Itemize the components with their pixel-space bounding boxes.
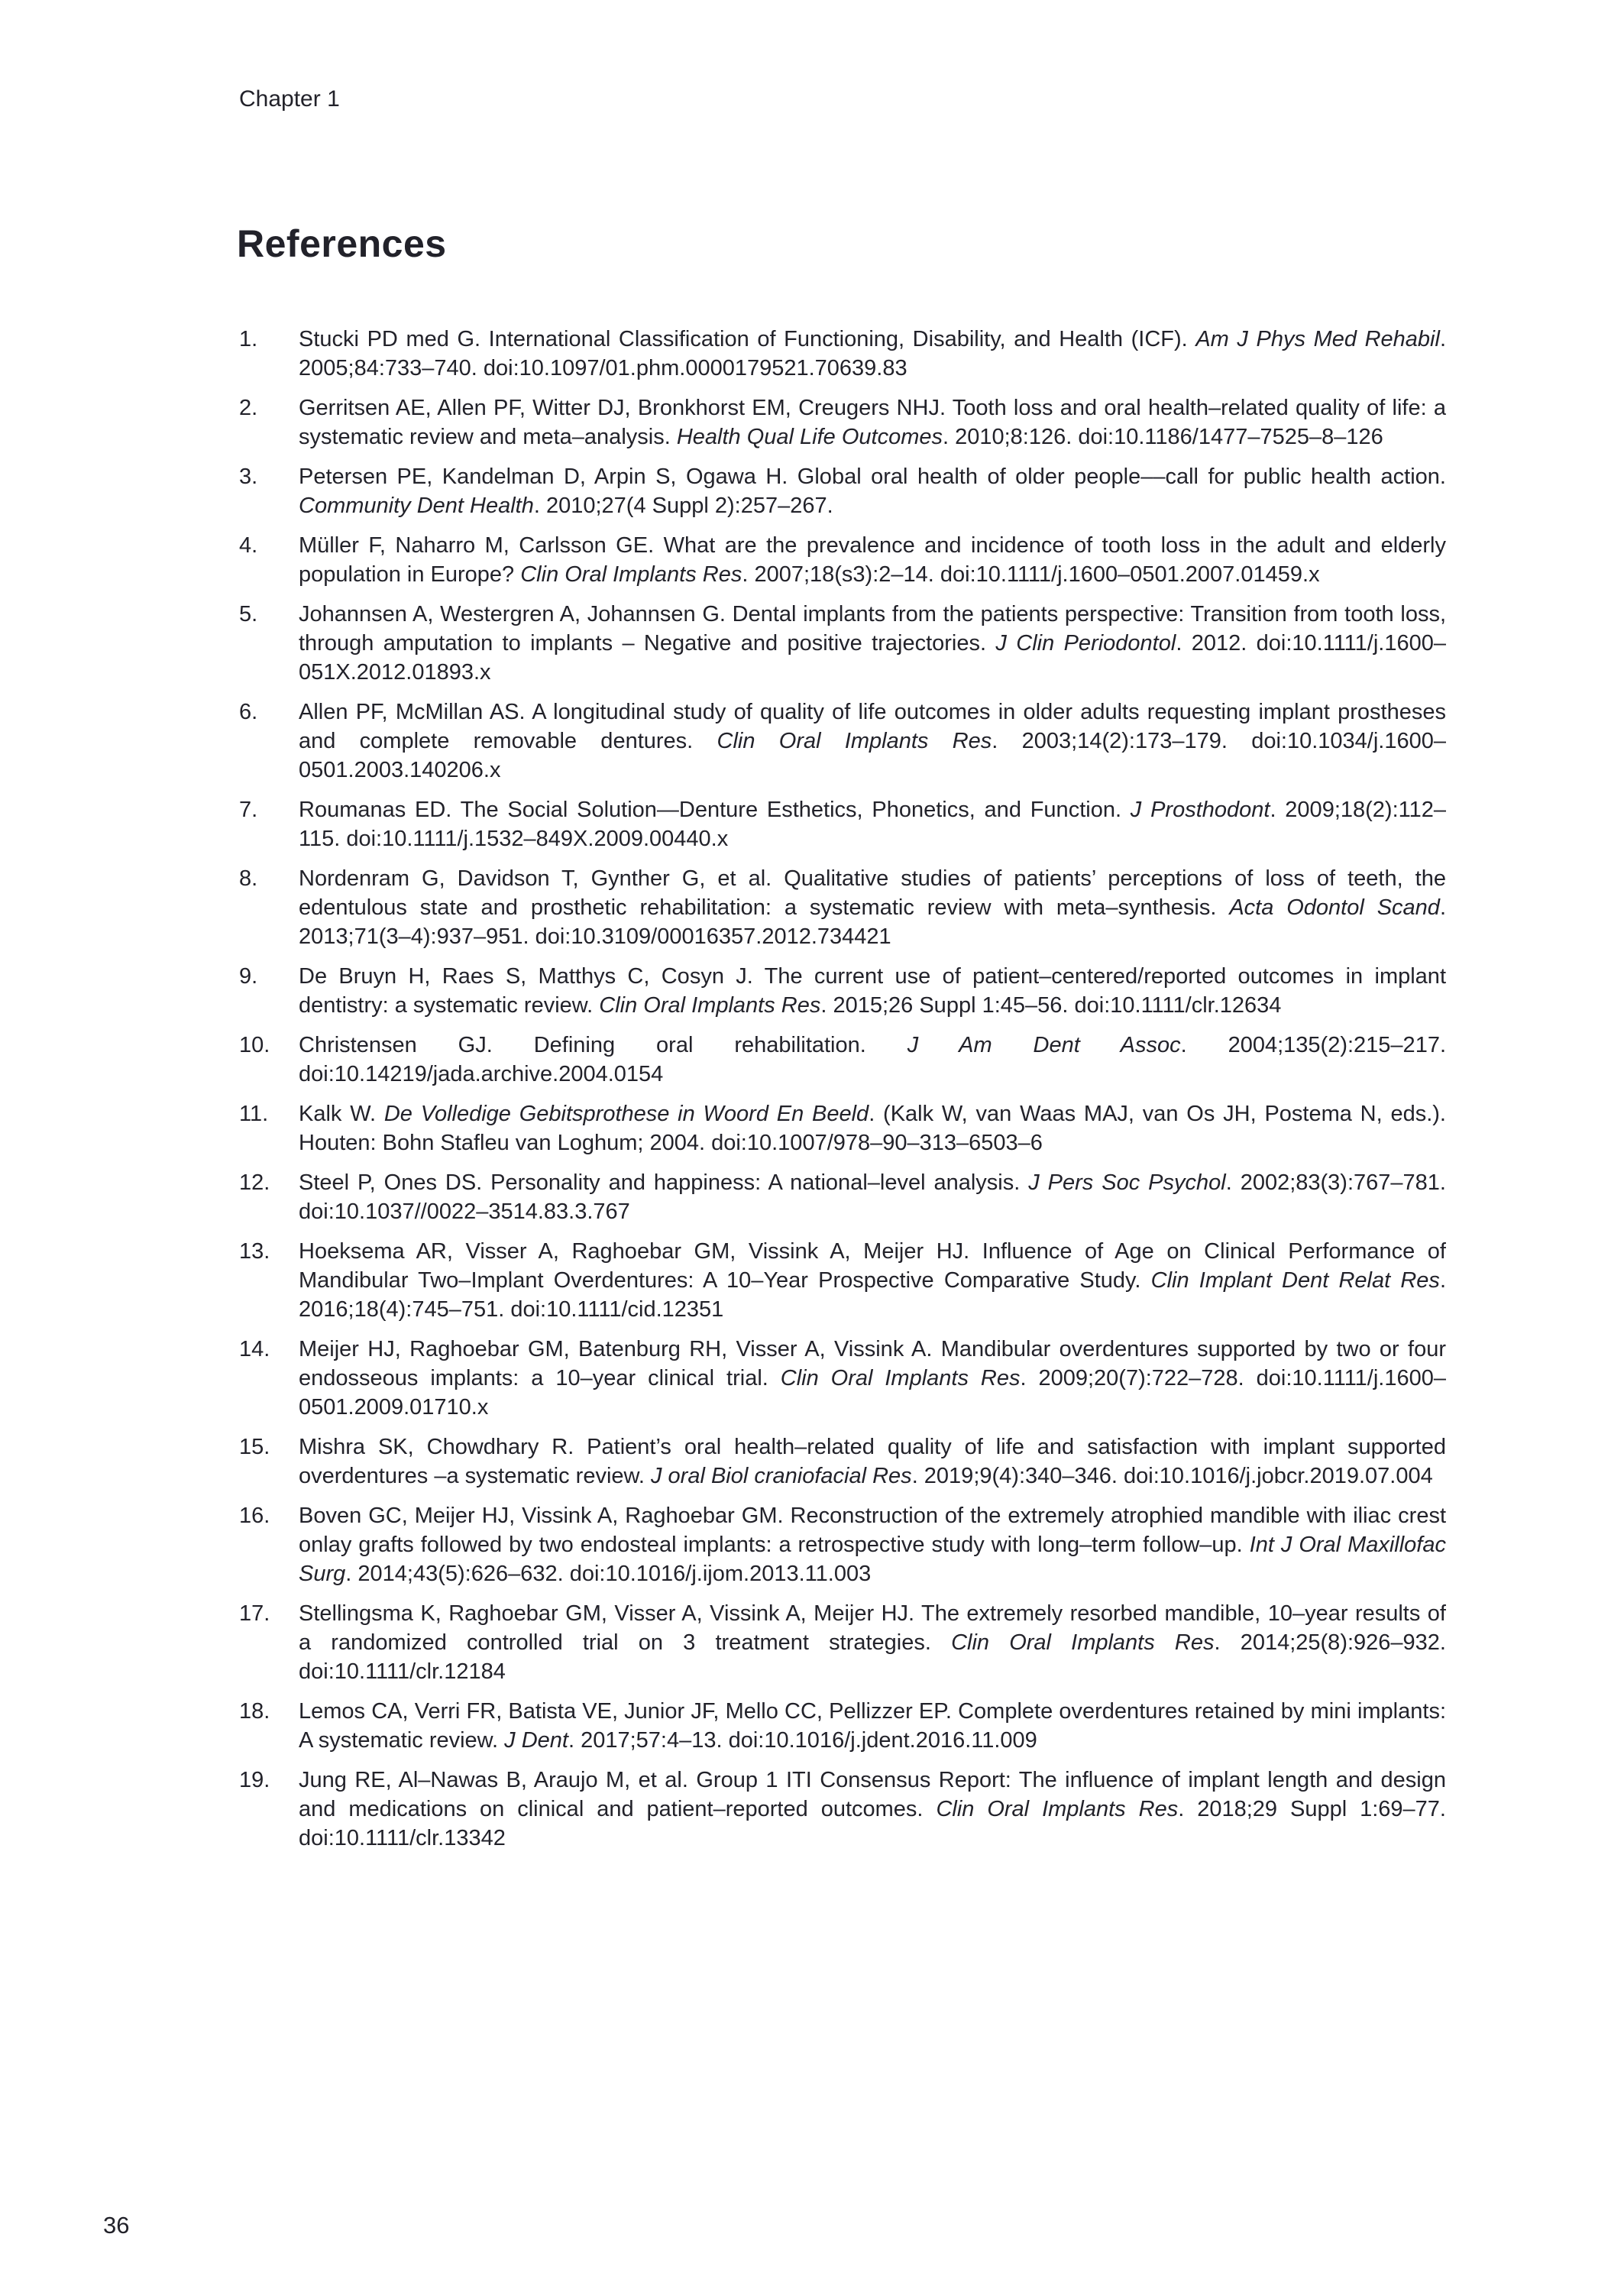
reference-journal-segment: Int J Oral Maxillofac Surg [299, 1533, 1446, 1586]
reference-text-segment: . 2012. doi:10.1111/j.1600–051X.2012.01893.x [299, 631, 1446, 685]
reference-text [299, 600, 1446, 687]
reference-text-segment: . 2014;43(5):626–632. doi:10.1016/j.ijom.2013.11.003 [345, 1562, 872, 1586]
reference-text [299, 1432, 1446, 1491]
reference-text-segment: . 2014;25(8):926–932. doi:10.1111/clr.12184 [299, 1630, 1446, 1684]
reference-number: 15. [239, 1435, 270, 1459]
reference-text-segment: Steel P, Ones DS. Personality and happiness: A national–level analysis. [299, 1170, 1029, 1195]
reference-text [299, 1766, 1446, 1853]
reference-text-segment: . 2003;14(2):173–179. doi:10.1034/j.1600–0501.2003.140206.x [299, 729, 1446, 782]
reference-text-segment: Johannsen A, Westergren A, Johannsen G. Dental implants from the patients perspective: Transition from tooth loss, through amputation to implants – Negative and positive trajectories. [299, 602, 1446, 656]
reference-item [239, 325, 1446, 383]
reference-item [239, 864, 1446, 951]
reference-text-segment: Hoeksema AR, Visser A, Raghoebar GM, Vissink A, Meijer HJ. Influence of Age on Clinical Performance of Mandibular Two–Implant Overdentures: A 10–Year Prospective Comparative Study. [299, 1239, 1446, 1293]
reference-text-segment: Kalk W. [299, 1102, 384, 1126]
reference-number: 8. [239, 866, 258, 891]
reference-number: 11. [239, 1102, 269, 1126]
reference-text [299, 962, 1446, 1020]
reference-text-segment: . 2004;135(2):215–217. doi:10.14219/jada.archive.2004.0154 [299, 1033, 1447, 1086]
reference-text [299, 1501, 1446, 1588]
reference-number: 13. [239, 1239, 270, 1264]
reference-item [239, 1599, 1446, 1686]
reference-text [299, 1697, 1446, 1755]
reference-number: 5. [239, 602, 258, 626]
reference-item [239, 962, 1446, 1020]
reference-journal-segment: De Volledige Gebitsprothese in Woord En Beeld [383, 1102, 869, 1126]
reference-item [239, 1335, 1446, 1422]
reference-text-segment: . 2007;18(s3):2–14. doi:10.1111/j.1600–0501.2007.01459.x [742, 562, 1320, 587]
reference-text-segment: . 2010;8:126. doi:10.1186/1477–7525–8–126 [942, 425, 1383, 449]
reference-text [299, 462, 1446, 520]
reference-journal-segment: Clin Oral Implants Res [520, 562, 742, 587]
reference-item [239, 393, 1446, 452]
reference-text-segment: Stellingsma K, Raghoebar GM, Visser A, Vissink A, Meijer HJ. The extremely resorbed mandible, 10–year results of a randomized controlled trial on 3 treatment strategies. [299, 1601, 1446, 1655]
reference-journal-segment: Clin Oral Implants Res [951, 1630, 1215, 1655]
page-number: 36 [103, 2212, 130, 2239]
reference-text [299, 864, 1446, 951]
reference-number: 9. [239, 964, 258, 989]
reference-text-segment: Meijer HJ, Raghoebar GM, Batenburg RH, Visser A, Vissink A. Mandibular overdentures supported by two or four endosseous implants: a 10–year clinical trial. [299, 1337, 1446, 1390]
reference-text-segment: Allen PF, McMillan AS. A longitudinal study of quality of life outcomes in older adults requesting implant prostheses and complete removable dentures. [299, 700, 1446, 753]
reference-text-segment: Gerritsen AE, Allen PF, Witter DJ, Bronkhorst EM, Creugers NHJ. Tooth loss and oral health–related quality of life: a systematic review and meta–analysis. [299, 396, 1446, 449]
reference-text-segment: . 2015;26 Suppl 1:45–56. doi:10.1111/clr.12634 [820, 993, 1282, 1018]
reference-item [239, 1099, 1446, 1157]
reference-journal-segment: Clin Oral Implants Res [780, 1366, 1021, 1390]
reference-text-segment: De Bruyn H, Raes S, Matthys C, Cosyn J. The current use of patient–centered/reported outcomes in implant dentistry: a systematic review. [299, 964, 1446, 1018]
reference-text-segment: Mishra SK, Chowdhary R. Patient’s oral health–related quality of life and satisfaction with implant supported overdentures –a systematic review. [299, 1435, 1446, 1488]
reference-text [299, 1237, 1446, 1324]
reference-text-segment: Stucki PD med G. International Classification of Functioning, Disability, and Health (ICF). [299, 327, 1196, 351]
reference-item [239, 1501, 1446, 1588]
reference-text-segment: Nordenram G, Davidson T, Gynther G, et al. Qualitative studies of patients’ perceptions of loss of teeth, the edentulous state and prosthetic rehabilitation: a systematic review with meta–synthesis. [299, 866, 1446, 920]
reference-journal-segment: Clin Implant Dent Relat Res [1150, 1268, 1440, 1293]
reference-text [299, 795, 1446, 853]
reference-text-segment: . 2017;57:4–13. doi:10.1016/j.jdent.2016.11.009 [568, 1728, 1037, 1753]
reference-journal-segment: J Dent [504, 1728, 568, 1753]
reference-journal-segment: Clin Oral Implants Res [717, 729, 992, 753]
reference-item [239, 1031, 1446, 1089]
reference-text-segment: Petersen PE, Kandelman D, Arpin S, Ogawa H. Global oral health of older people––call for public health action. [299, 465, 1446, 489]
reference-journal-segment: J Clin Periodontol [995, 631, 1176, 656]
reference-text-segment: Jung RE, Al–Nawas B, Araujo M, et al. Group 1 ITI Consensus Report: The influence of implant length and design and medications on clinical and patient–reported outcomes. [299, 1768, 1446, 1821]
reference-text [299, 1031, 1446, 1089]
reference-number: 14. [239, 1337, 270, 1361]
reference-text [299, 393, 1446, 452]
reference-text-segment: . (Kalk W, van Waas MAJ, van Os JH, Postema N, eds.). Houten: Bohn Stafleu van Loghum; 2004. doi:10.1007/978–90–313–6503–6 [299, 1102, 1446, 1155]
reference-item [239, 1766, 1446, 1853]
reference-item [239, 1237, 1446, 1324]
reference-item [239, 1168, 1446, 1226]
reference-text [299, 1335, 1446, 1422]
chapter-label: Chapter 1 [239, 86, 340, 112]
reference-text [299, 325, 1446, 383]
reference-journal-segment: J Prosthodont [1130, 798, 1270, 822]
reference-item [239, 698, 1446, 785]
reference-journal-segment: Clin Oral Implants Res [599, 993, 821, 1018]
reference-number: 16. [239, 1504, 270, 1528]
reference-journal-segment: J oral Biol craniofacial Res [650, 1464, 912, 1488]
reference-text [299, 1168, 1446, 1226]
reference-text-segment: . 2019;9(4):340–346. doi:10.1016/j.jobcr.2019.07.004 [911, 1464, 1433, 1488]
reference-text-segment: . 2016;18(4):745–751. doi:10.1111/cid.12351 [299, 1268, 1446, 1322]
reference-number: 19. [239, 1768, 270, 1792]
reference-item [239, 600, 1446, 687]
reference-text-segment: . 2013;71(3–4):937–951. doi:10.3109/00016357.2012.734421 [299, 895, 1446, 949]
reference-text-segment: . 2018;29 Suppl 1:69–77. doi:10.1111/clr.13342 [299, 1797, 1446, 1850]
reference-text-segment: Boven GC, Meijer HJ, Vissink A, Raghoebar GM. Reconstruction of the extremely atrophied mandible with iliac crest onlay grafts followed by two endosteal implants: a retrospective study with long–term follow–up. [299, 1504, 1446, 1557]
reference-number: 6. [239, 700, 258, 724]
reference-text [299, 531, 1446, 589]
reference-number: 12. [239, 1170, 270, 1195]
reference-journal-segment: J Pers Soc Psychol [1028, 1170, 1226, 1195]
reference-text [299, 1599, 1446, 1686]
reference-number: 10. [239, 1033, 270, 1057]
reference-number: 17. [239, 1601, 270, 1626]
reference-text [299, 1099, 1446, 1157]
reference-item [239, 1697, 1446, 1755]
reference-item [239, 531, 1446, 589]
reference-number: 1. [239, 327, 258, 351]
page-title: References [237, 222, 447, 265]
reference-text-segment: Lemos CA, Verri FR, Batista VE, Junior JF, Mello CC, Pellizzer EP. Complete overdentures retained by mini implants: A systematic review. [299, 1699, 1446, 1753]
references-list [239, 325, 1446, 1863]
reference-journal-segment: Am J Phys Med Rehabil [1195, 327, 1440, 351]
reference-text-segment: . 2009;20(7):722–728. doi:10.1111/j.1600–0501.2009.01710.x [299, 1366, 1446, 1420]
reference-number: 4. [239, 533, 258, 558]
reference-item [239, 462, 1446, 520]
reference-text-segment: . 2009;18(2):112–115. doi:10.1111/j.1532–849X.2009.00440.x [299, 798, 1446, 851]
reference-number: 3. [239, 465, 258, 489]
reference-text-segment: Christensen GJ. Defining oral rehabilitation. [299, 1033, 907, 1057]
reference-item [239, 795, 1446, 853]
reference-text-segment: . 2005;84:733–740. doi:10.1097/01.phm.0000179521.70639.83 [299, 327, 1446, 380]
reference-journal-segment: J Am Dent Assoc [907, 1033, 1181, 1057]
reference-number: 7. [239, 798, 258, 822]
reference-text [299, 698, 1446, 785]
reference-text-segment: . 2002;83(3):767–781. doi:10.1037//0022–3514.83.3.767 [299, 1170, 1446, 1224]
reference-item [239, 1432, 1446, 1491]
reference-journal-segment: Acta Odontol Scand [1229, 895, 1440, 920]
reference-text-segment: Müller F, Naharro M, Carlsson GE. What are the prevalence and incidence of tooth loss in the adult and elderly population in Europe? [299, 533, 1446, 587]
reference-number: 2. [239, 396, 258, 420]
reference-text-segment: . 2010;27(4 Suppl 2):257–267. [533, 494, 833, 518]
reference-journal-segment: Health Qual Life Outcomes [676, 425, 943, 449]
reference-text-segment: Roumanas ED. The Social Solution—Denture Esthetics, Phonetics, and Function. [299, 798, 1131, 822]
reference-number: 18. [239, 1699, 270, 1724]
reference-journal-segment: Clin Oral Implants Res [936, 1797, 1179, 1821]
reference-journal-segment: Community Dent Health [299, 494, 534, 518]
